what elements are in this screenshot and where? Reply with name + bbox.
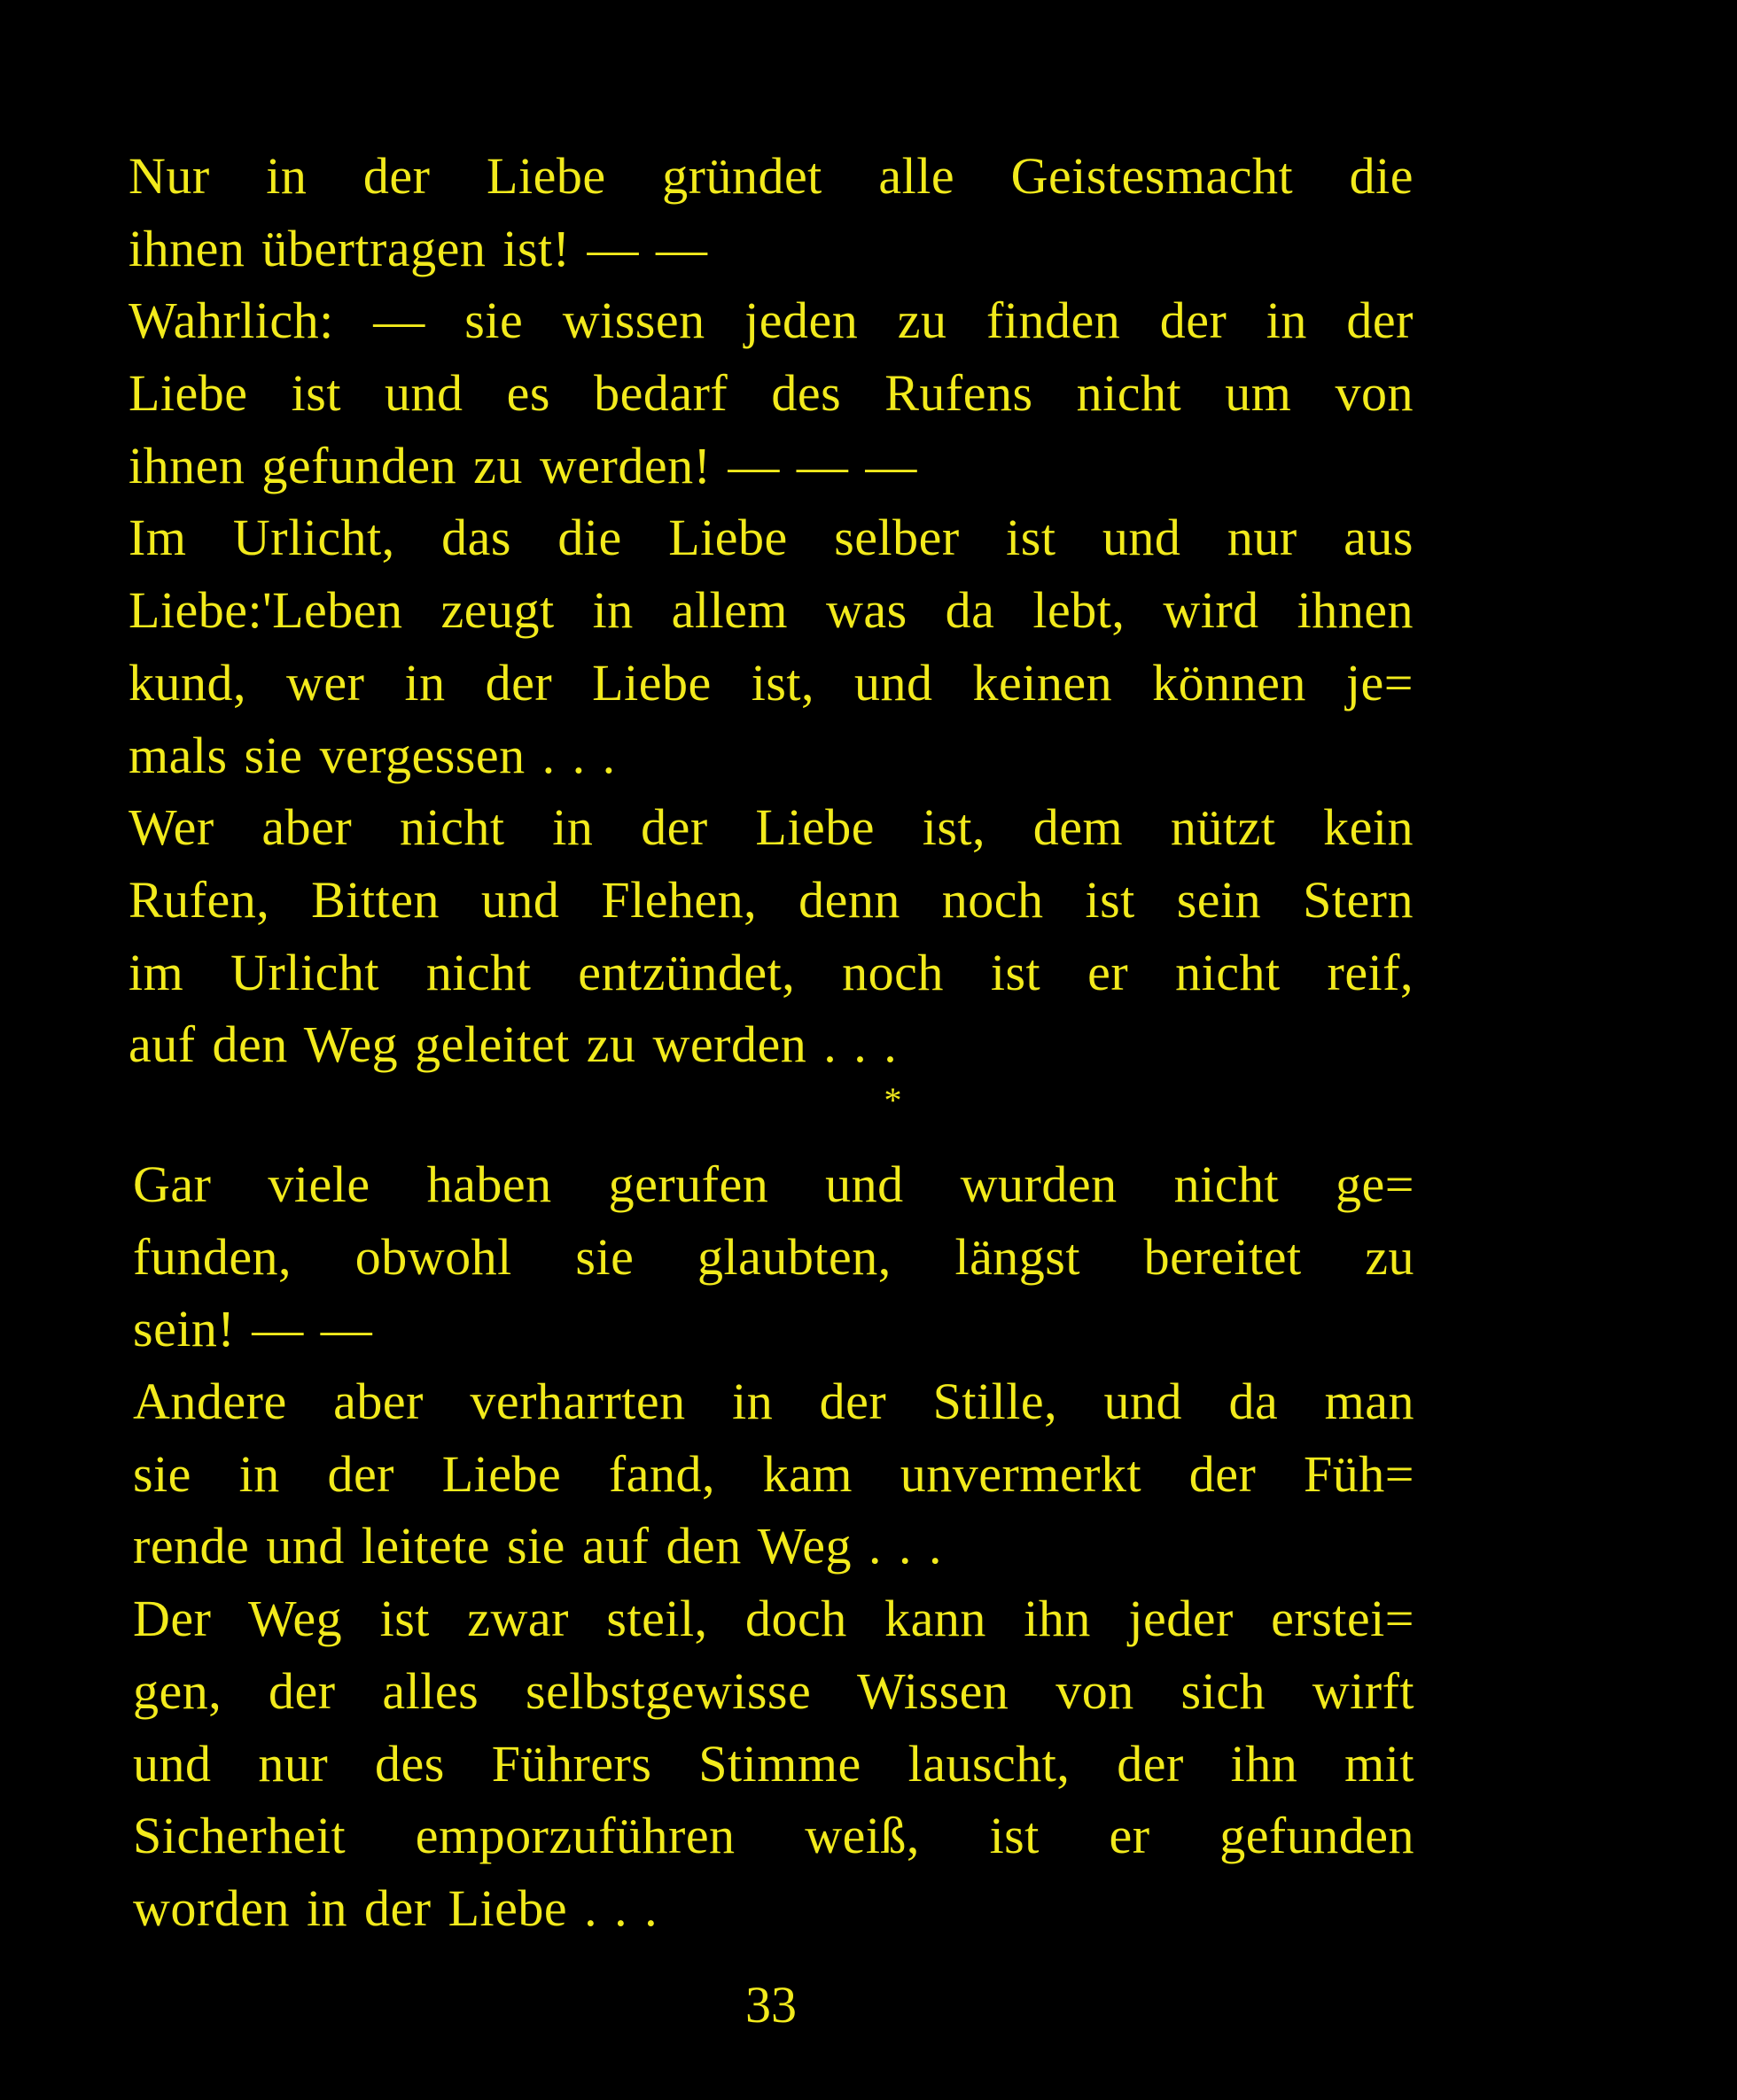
text-line: gen, der alles selbstgewisse Wissen von sich wirft	[133, 1661, 1414, 1720]
text-line: sie in der Liebe fand, kam unvermerkt der Füh=	[133, 1444, 1414, 1503]
text-line: Der Weg ist zwar steil, doch kann ihn jeder erstei=	[133, 1590, 1414, 1648]
text-line: Wer aber nicht in der Liebe ist, dem nützt kein	[129, 798, 1414, 857]
text-line: kund, wer in der Liebe ist, und keinen können je=	[129, 653, 1414, 712]
page-number: 33	[745, 1976, 797, 2034]
text-line: Wahrlich: — sie wissen jeden zu finden der in der	[129, 292, 1414, 350]
text-section-1	[129, 140, 1414, 1159]
text-line: auf den Weg geleitet zu werden . . .	[129, 1015, 898, 1074]
text-line: rende und leitete sie auf den Weg . . .	[133, 1517, 943, 1575]
text-line: Gar viele haben gerufen und wurden nicht ge=	[133, 1155, 1414, 1213]
text-line: funden, obwohl sie glaubten, längst bereitet zu	[133, 1227, 1414, 1286]
text-line: ihnen gefunden zu werden! — — —	[129, 436, 917, 494]
text-line: und nur des Führers Stimme lauscht, der ihn mit	[133, 1734, 1414, 1793]
text-line: im Urlicht nicht entzündet, noch ist er nicht reif,	[129, 943, 1414, 1001]
text-line: mals sie vergessen . . .	[129, 726, 616, 784]
text-line: Sicherheit emporzuführen weiß, ist er gefunden	[133, 1807, 1414, 1865]
text-line: sein! — —	[133, 1300, 373, 1358]
text-section-2	[133, 1148, 1414, 1945]
text-line: Nur in der Liebe gründet alle Geistesmacht die	[129, 147, 1414, 205]
text-line: Liebe ist und es bedarf des Rufens nicht um von	[129, 364, 1414, 423]
text-line: Im Urlicht, das die Liebe selber ist und nur aus	[129, 509, 1414, 567]
text-line: Rufen, Bitten und Flehen, denn noch ist sein Stern	[129, 870, 1414, 929]
text-line: Andere aber verharrten in der Stille, und da man	[133, 1373, 1414, 1431]
text-line: worden in der Liebe . . .	[133, 1878, 658, 1937]
text-line: ihnen übertragen ist! — —	[129, 219, 708, 277]
section-separator-star: *	[884, 1079, 902, 1120]
text-line: Liebe:'Leben zeugt in allem was da lebt, wird ihnen	[129, 581, 1414, 640]
